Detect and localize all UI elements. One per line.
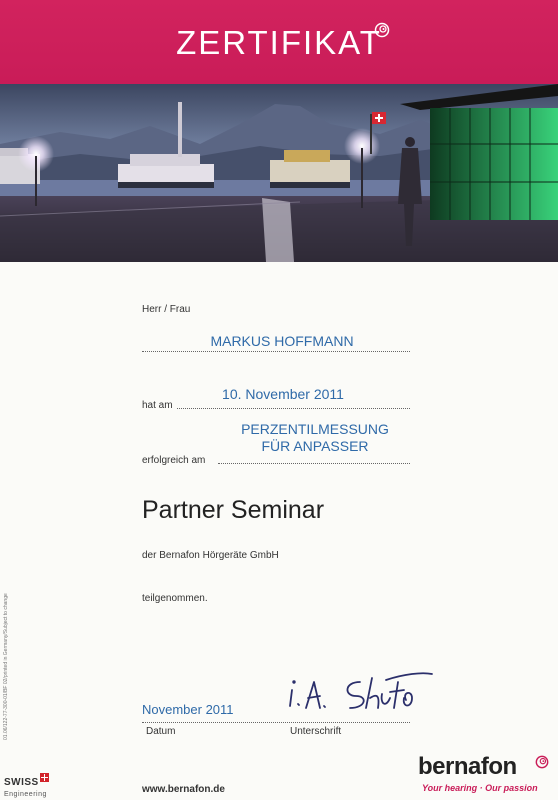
website-link[interactable]: www.bernafon.de xyxy=(142,784,225,795)
course-line-2: FÜR ANPASSER xyxy=(261,438,369,454)
course-line-1: PERZENTILMESSUNG xyxy=(241,421,389,437)
salutation-label: Herr / Frau xyxy=(142,304,191,315)
course-label: erfolgreich am xyxy=(142,455,206,466)
date-dotted-line xyxy=(177,408,410,409)
swiss-cross-icon xyxy=(40,773,49,782)
print-code: 01.06/122-77-300-01/BF 02/printed in Germany/Subject to change xyxy=(3,593,9,740)
name-dotted-line xyxy=(142,351,410,352)
recipient-name: MARKUS HOFFMANN xyxy=(210,333,354,349)
bernafon-swirl-icon xyxy=(535,755,549,769)
brand-tagline: Your hearing · Our passion xyxy=(422,783,538,793)
signature-caption: Unterschrift xyxy=(290,726,342,737)
header-band xyxy=(0,0,558,84)
date-caption: Datum xyxy=(146,726,176,737)
header-photo xyxy=(0,84,558,262)
participation-text: teilgenommen. xyxy=(142,593,208,604)
signature-date-value: November 2011 xyxy=(142,702,234,717)
bernafon-swirl-icon xyxy=(374,22,390,38)
company-name: der Bernafon Hörgeräte GmbH xyxy=(142,550,279,561)
bernafon-logo: bernafon xyxy=(418,753,517,780)
date-label: hat am xyxy=(142,400,173,411)
swiss-engineering-mark xyxy=(4,772,49,798)
certificate-title: ZERTIFIKAT xyxy=(176,24,382,61)
handwritten-signature xyxy=(286,668,436,714)
seminar-date: 10. November 2011 xyxy=(222,386,344,402)
swiss-word: SWISS xyxy=(4,777,39,788)
course-dotted-line xyxy=(218,463,410,464)
seminar-title: Partner Seminar xyxy=(142,496,325,524)
signature-dotted-line xyxy=(142,722,410,723)
swiss-engineering-text: Engineering xyxy=(4,791,47,798)
